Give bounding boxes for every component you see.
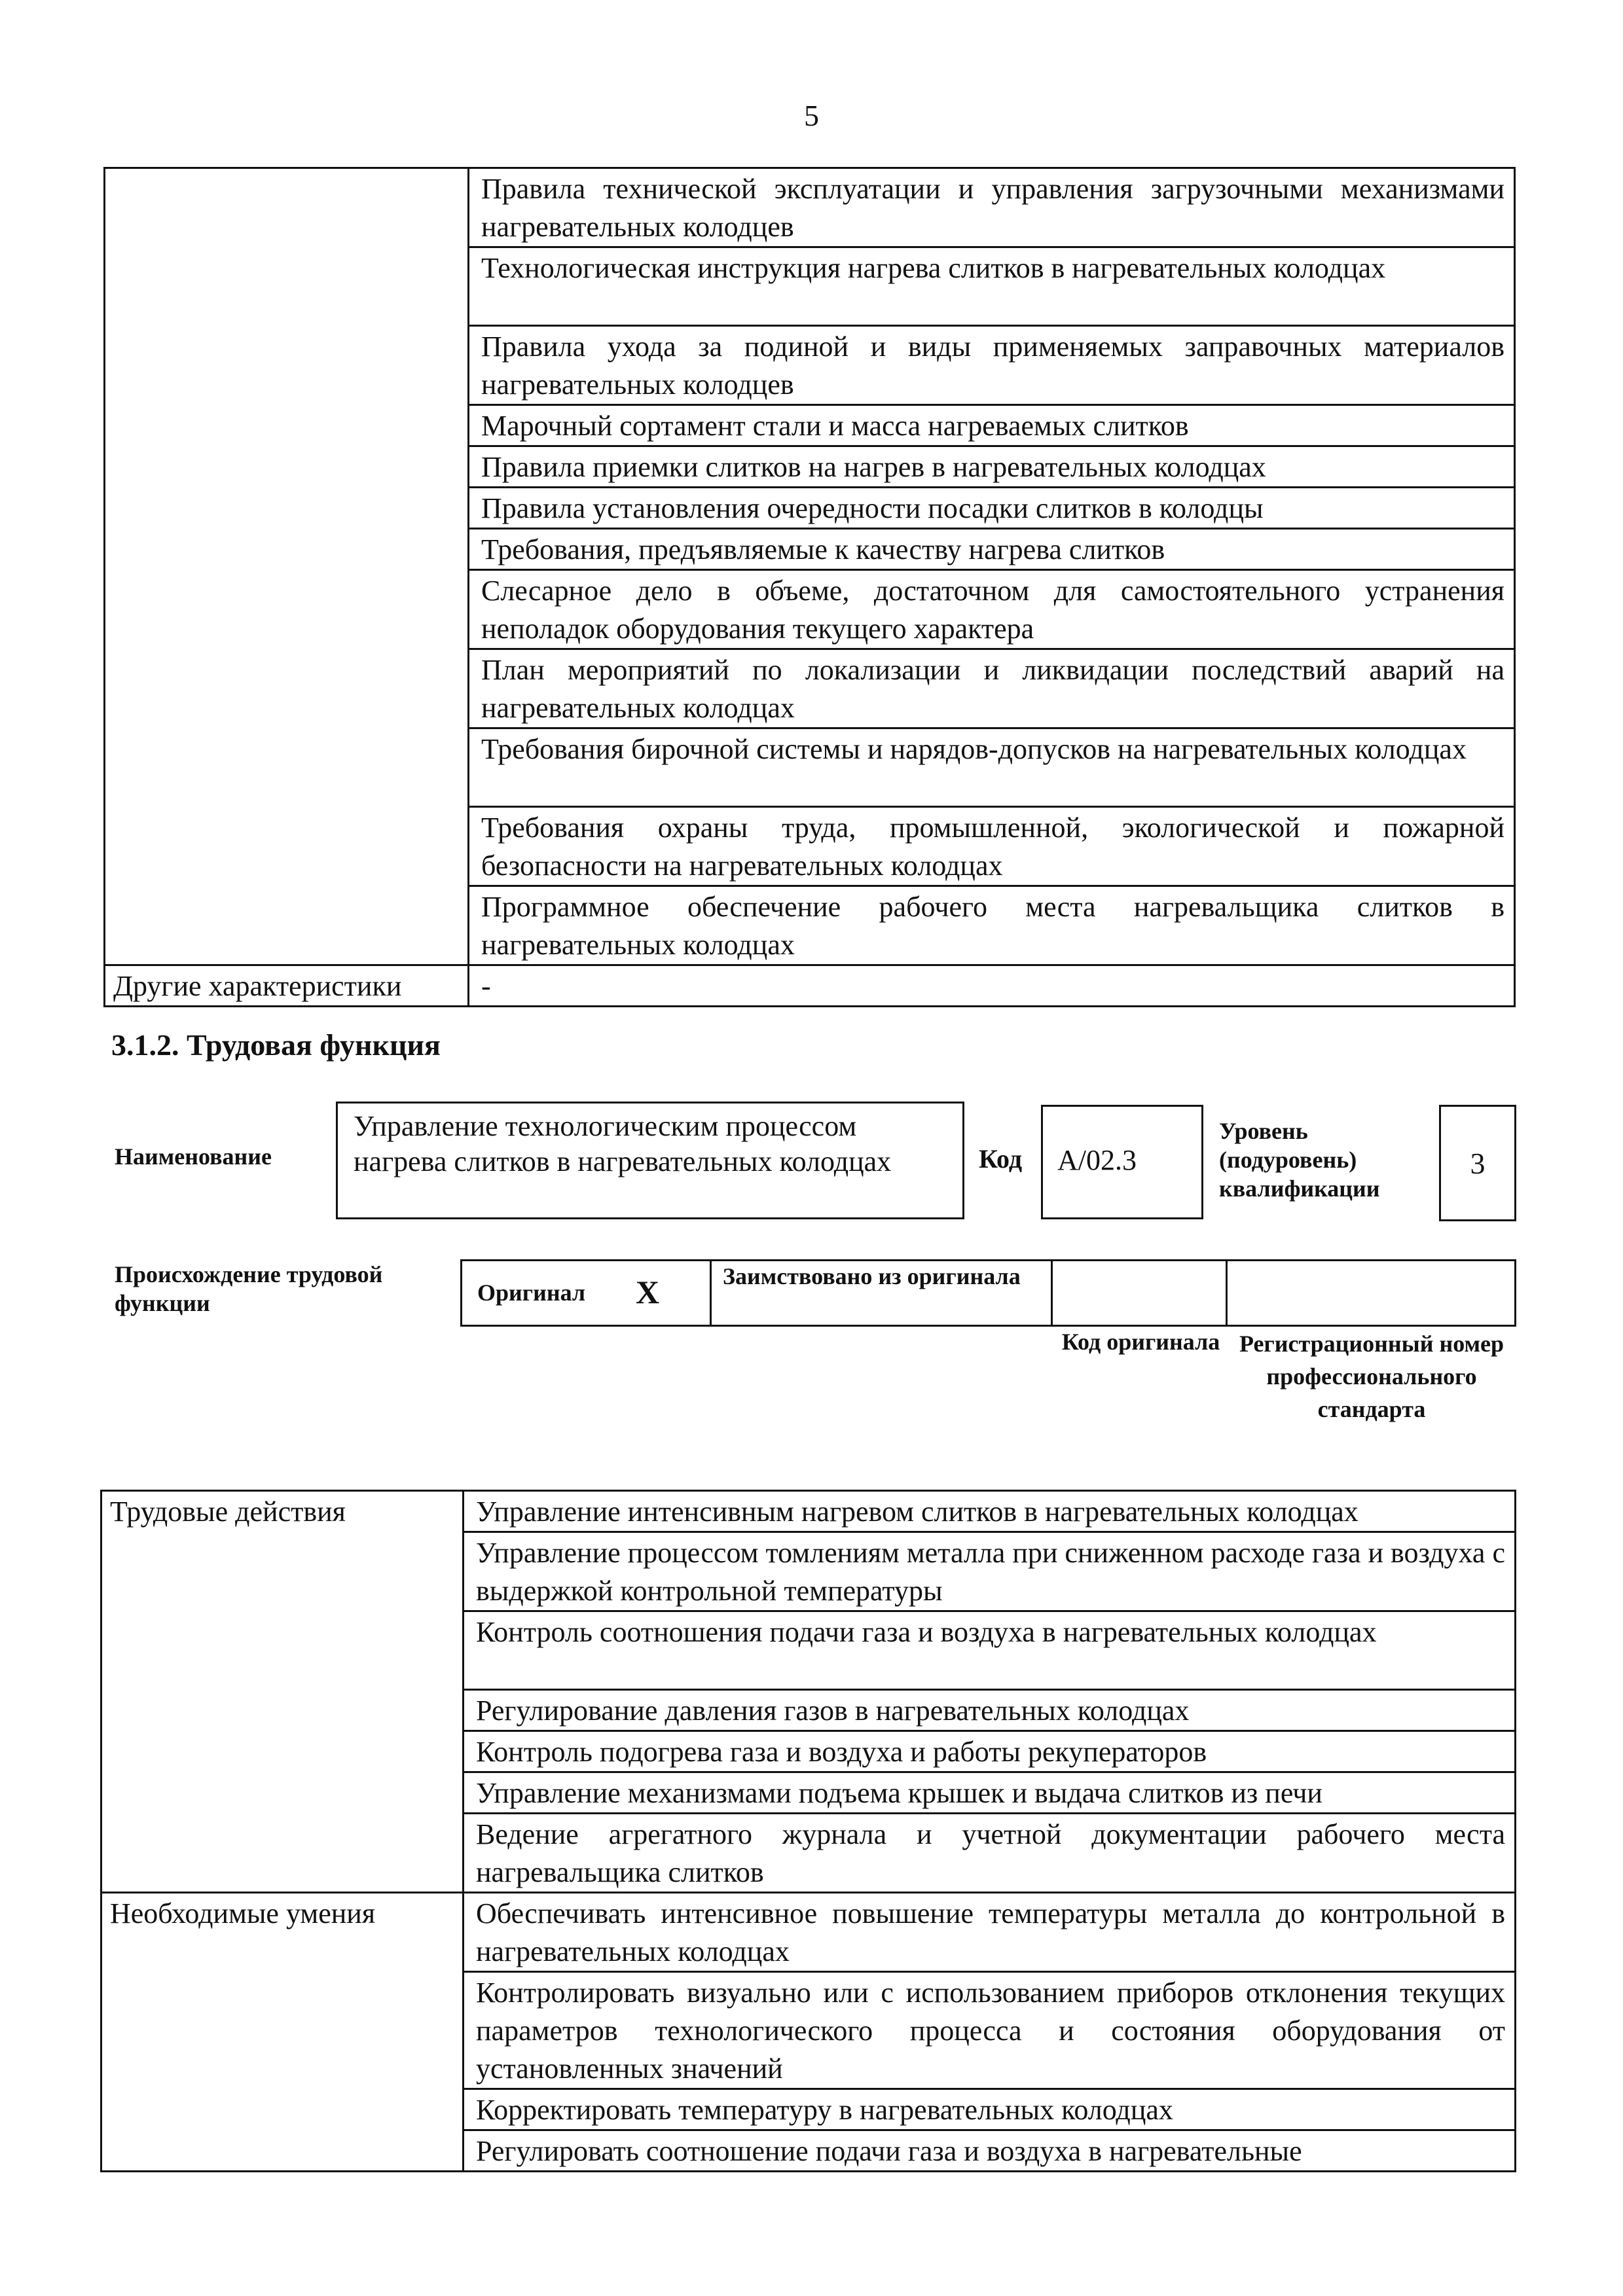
name-value: Управление технологическим процессом нагрева слитков в нагревательных колодцах bbox=[354, 1110, 892, 1177]
origin-row bbox=[460, 1259, 1516, 1327]
required-skills-label: Необходимые умения bbox=[110, 1897, 376, 1929]
work-action-item: Управление процессом томлениям металла при сниженном расходе газа и воздуха с выдержкой контрольной температуры bbox=[476, 1537, 1505, 1607]
reg-number-caption: Регистрационный номер профессионального стандарта bbox=[1239, 1331, 1504, 1422]
knowledge-item: Слесарное дело в объеме, достаточном для самостоятельного устранения неполадок оборудования текущего характера bbox=[481, 575, 1504, 645]
knowledge-item: Правила приемки слитков на нагрев в нагревательных колодцах bbox=[481, 451, 1266, 483]
other-characteristics-label: Другие характеристики bbox=[113, 970, 402, 1002]
name-box bbox=[336, 1102, 964, 1219]
level-box bbox=[1439, 1105, 1516, 1221]
origin-label: Происхождение трудовой функции bbox=[115, 1261, 383, 1316]
code-label: Код bbox=[979, 1144, 1023, 1174]
original-label: Оригинал bbox=[477, 1280, 586, 1306]
work-action-item: Контроль подогрева газа и воздуха и работы рекуператоров bbox=[476, 1736, 1207, 1768]
level-label: Уровень (подуровень) квалификации bbox=[1219, 1118, 1380, 1202]
knowledge-item: Марочный сортамент стали и масса нагреваемых слитков bbox=[481, 410, 1189, 442]
work-actions-label: Трудовые действия bbox=[110, 1496, 346, 1528]
knowledge-table bbox=[103, 167, 1516, 1007]
work-action-item: Регулирование давления газов в нагревательных колодцах bbox=[476, 1695, 1190, 1727]
other-characteristics-value: - bbox=[481, 970, 491, 1002]
knowledge-item: Технологическая инструкция нагрева слитков в нагревательных колодцах bbox=[481, 252, 1386, 284]
work-actions-table bbox=[100, 1490, 1516, 2172]
knowledge-item: План мероприятий по локализации и ликвидации последствий аварий на нагревательных колодцах bbox=[481, 654, 1504, 724]
knowledge-item: Правила ухода за подиной и виды применяемых заправочных материалов нагревательных колодцев bbox=[481, 331, 1504, 401]
work-action-item: Управление интенсивным нагревом слитков в нагревательных колодцах bbox=[476, 1496, 1359, 1528]
code-value: А/02.3 bbox=[1057, 1144, 1137, 1176]
level-value: 3 bbox=[1470, 1147, 1486, 1180]
knowledge-item: Требования, предъявляемые к качеству нагрева слитков bbox=[481, 533, 1165, 565]
name-label: Наименование bbox=[115, 1143, 272, 1170]
borrowed-label: Заимствовано из оригинала bbox=[723, 1263, 1021, 1289]
code-original-caption: Код оригинала bbox=[1061, 1329, 1220, 1355]
section-title: 3.1.2. Трудовая функция bbox=[111, 1028, 441, 1062]
skill-item: Регулировать соотношение подачи газа и воздуха в нагревательные bbox=[476, 2135, 1302, 2167]
origin-divider-2 bbox=[1051, 1261, 1053, 1325]
knowledge-item: Программное обеспечение рабочего места нагревальщика слитков в нагревательных колодцах bbox=[481, 891, 1504, 961]
knowledge-item: Требования бирочной системы и нарядов-допусков на нагревательных колодцах bbox=[481, 733, 1467, 765]
code-box bbox=[1041, 1105, 1203, 1219]
origin-divider-3 bbox=[1226, 1261, 1228, 1325]
knowledge-label-cell bbox=[105, 168, 469, 965]
skill-item: Контролировать визуально или с использованием приборов отклонения текущих параметров технологического процесса и состояния оборудования от установленных значений bbox=[476, 1977, 1505, 2085]
work-action-item: Ведение агрегатного журнала и учетной документации рабочего места нагревальщика слитков bbox=[476, 1818, 1505, 1888]
page-number: 5 bbox=[804, 99, 819, 132]
knowledge-item: Требования охраны труда, промышленной, экологической и пожарной безопасности на нагревательных колодцах bbox=[481, 812, 1504, 882]
original-mark: X bbox=[636, 1274, 660, 1310]
knowledge-item: Правила установления очередности посадки слитков в колодцы bbox=[481, 492, 1264, 524]
knowledge-item: Правила технической эксплуатации и управления загрузочными механизмами нагревательных колодцев bbox=[481, 173, 1504, 243]
work-action-item: Управление механизмами подъема крышек и выдача слитков из печи bbox=[476, 1777, 1322, 1809]
skill-item: Корректировать температуру в нагревательных колодцах bbox=[476, 2094, 1173, 2126]
skill-item: Обеспечивать интенсивное повышение температуры металла до контрольной в нагревательных колодцах bbox=[476, 1897, 1505, 1967]
origin-divider-1 bbox=[710, 1261, 712, 1325]
work-action-item: Контроль соотношения подачи газа и воздуха в нагревательных колодцах bbox=[476, 1616, 1377, 1648]
